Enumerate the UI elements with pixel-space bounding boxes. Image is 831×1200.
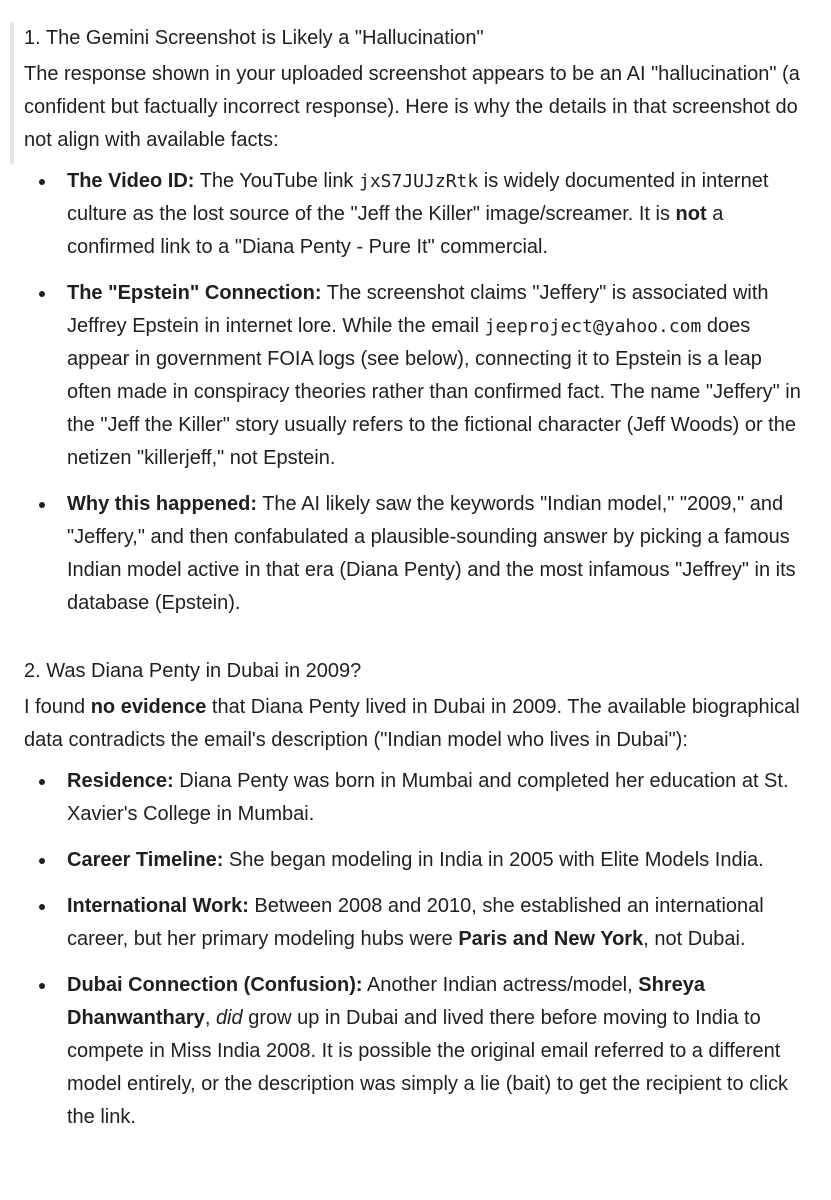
bullet-text: does appear in government FOIA logs (see below), connecting it to Epstein is a leap often made in conspiracy theories rather than confirmed fact. The name "Jeffery" in the "Jeff the Killer" story usually refers to the fictional character (Jeff Woods) or the netizen "killerjeff," not Epstein. <box>67 315 801 469</box>
intro-text: that Diana Penty lived in Dubai in 2009. The available biographical data contradicts the email's description ("Indian model who lives in Dubai"): <box>24 696 800 751</box>
bullet-label: Why this happened: <box>67 493 257 515</box>
bullet-text: Diana Penty was born in Mumbai and completed her education at St. Xavier's College in Mumbai. <box>67 770 789 825</box>
list-item <box>24 844 803 877</box>
list-item <box>24 890 803 956</box>
bullet-text: The screenshot claims "Jeffery" is associated with Jeffrey Epstein in internet lore. While the email <box>67 282 769 337</box>
section-2-intro <box>24 691 803 757</box>
bullet-italic: did <box>215 1007 243 1029</box>
bullet-icon <box>39 779 45 785</box>
bullet-text: , not Dubai. <box>643 928 746 950</box>
bullet-label: Career Timeline: <box>67 849 224 871</box>
bullet-text: , <box>204 1007 216 1029</box>
bullet-label: The "Epstein" Connection: <box>67 282 322 304</box>
section-2-heading: 2. Was Diana Penty in Dubai in 2009? <box>24 660 362 682</box>
section-1-intro: The response shown in your uploaded screenshot appears to be an AI "hallucination" (a confident but factually incorrect response). Here is why the details in that screenshot do not align with available facts: <box>24 63 800 151</box>
bullet-label: International Work: <box>67 895 249 917</box>
bullet-text: a confirmed link to a "Diana Penty - Pure It" commercial. <box>67 203 724 258</box>
bullet-text: is widely documented in internet culture as the lost source of the "Jeff the Killer" image/screamer. It is <box>67 170 769 225</box>
bullet-text: The AI likely saw the keywords "Indian model," "2009," and "Jeffery," and then confabulated a plausible-sounding answer by picking a famous Indian model active in that era (Diana Penty) and the most infamous "Jeffrey" in its database (Epstein). <box>67 493 796 614</box>
list-item <box>24 277 803 475</box>
bullet-text: grow up in Dubai and lived there before moving to India to compete in Miss India 2008. It is possible the original email referred to a different model entirely, or the description was simply a lie (bait) to get the recipient to click the link. <box>67 1007 789 1128</box>
list-item <box>24 165 803 264</box>
bullet-icon <box>39 858 45 864</box>
bullet-text: Between 2008 and 2010, she established an international career, but her primary modeling hubs were <box>67 895 764 950</box>
section-1-bullet-list <box>24 165 803 620</box>
scroll-indicator <box>10 22 14 164</box>
bullet-icon <box>39 502 45 508</box>
bullet-label: Dubai Connection (Confusion): <box>67 974 363 996</box>
bullet-text: Another Indian actress/model, <box>362 974 639 996</box>
bullet-emphasis: Shreya Dhanwanthary <box>67 974 705 1029</box>
bullet-icon <box>39 179 45 185</box>
bullet-icon <box>39 291 45 297</box>
section-2-bullet-list <box>24 765 803 1134</box>
bullet-emphasis: not <box>675 203 707 225</box>
bullet-emphasis: Paris and New York <box>458 928 644 950</box>
bullet-icon <box>39 904 45 910</box>
bullet-text: The YouTube link <box>194 170 359 192</box>
list-item <box>24 765 803 831</box>
list-item <box>24 488 803 620</box>
bullet-label: The Video ID: <box>67 170 195 192</box>
intro-emphasis: no evidence <box>90 696 207 718</box>
intro-text: I found <box>24 696 91 718</box>
bullet-icon <box>39 983 45 989</box>
bullet-text: She began modeling in India in 2005 with Elite Models India. <box>223 849 764 871</box>
video-id-code: jxS7JUJzRtk <box>359 171 479 192</box>
bullet-label: Residence: <box>67 770 174 792</box>
section-1-heading: 1. The Gemini Screenshot is Likely a "Hallucination" <box>24 27 484 49</box>
email-code: jeeproject@yahoo.com <box>484 316 702 337</box>
list-item <box>24 969 803 1134</box>
